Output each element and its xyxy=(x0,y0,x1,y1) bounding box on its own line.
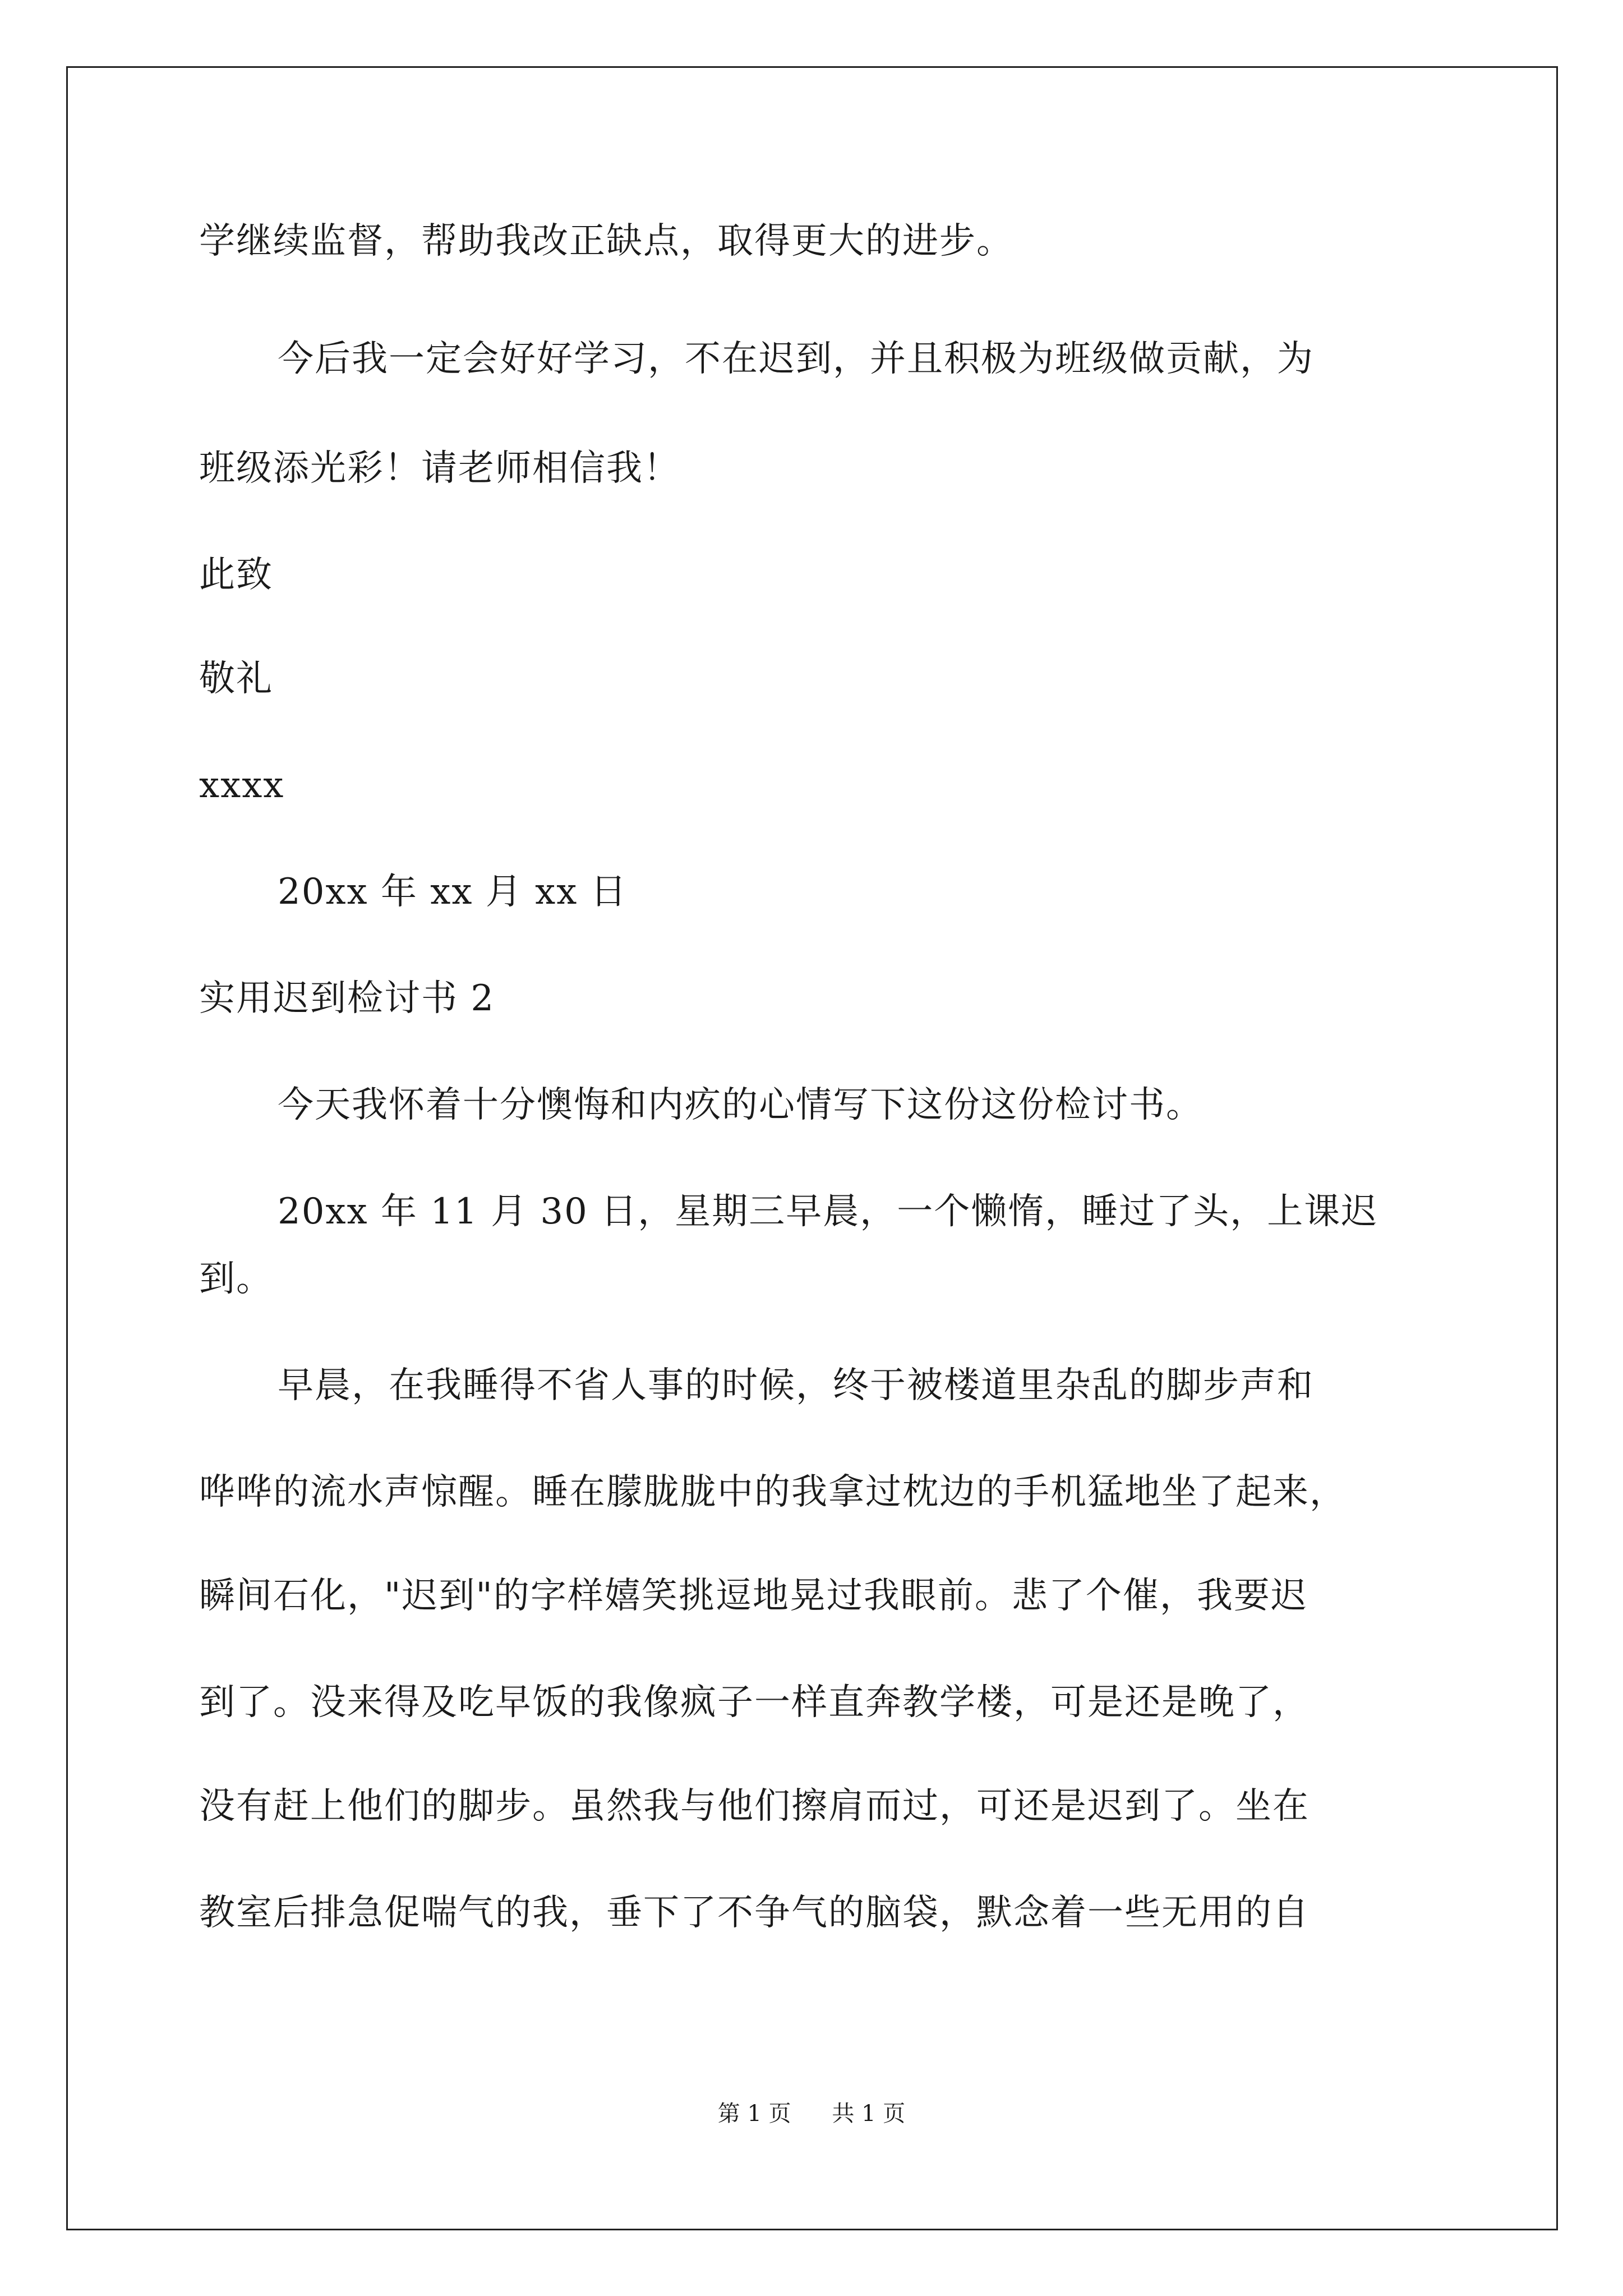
text-line: 没有赶上他们的脚步。虽然我与他们擦肩而过，可还是迟到了。坐在 xyxy=(199,1786,1310,1827)
page-total: 共 1 页 xyxy=(832,2101,906,2127)
text-line: 教室后排急促喘气的我，垂下了不争气的脑袋，默念着一些无用的自 xyxy=(199,1892,1310,1934)
page-number: 第 1 页 xyxy=(717,2101,791,2127)
closing-salutation: 此致 xyxy=(199,554,273,596)
text-line: 今后我一定会好好学习，不在迟到，并且积极为班级做贡献，为 xyxy=(278,338,1314,380)
text-line: 20xx 年 11 月 30 日，星期三早晨，一个懒惰，睡过了头，上课迟 xyxy=(278,1191,1378,1232)
text-line: 学继续监督，帮助我改正缺点，取得更大的进步。 xyxy=(199,220,1013,262)
text-line: 哗哗的流水声惊醒。睡在朦胧胧中的我拿过枕边的手机猛地坐了起来， xyxy=(199,1471,1347,1513)
closing-respect: 敬礼 xyxy=(199,658,273,700)
text-line: 到了。没来得及吃早饭的我像疯子一样直奔教学楼，可是还是晚了， xyxy=(199,1682,1310,1723)
signature: xxxx xyxy=(199,765,285,806)
section-heading: 实用迟到检讨书 2 xyxy=(199,978,495,1019)
text-line: 班级添光彩！请老师相信我！ xyxy=(199,448,680,489)
text-line: 瞬间石化，"迟到"的字样嬉笑挑逗地晃过我眼前。悲了个催，我要迟 xyxy=(199,1575,1308,1617)
text-line: 早晨，在我睡得不省人事的时候，终于被楼道里杂乱的脚步声和 xyxy=(278,1365,1314,1406)
page-footer xyxy=(0,2098,1623,2129)
text-line: 今天我怀着十分懊悔和内疚的心情写下这份这份检讨书。 xyxy=(278,1084,1203,1126)
text-line: 到。 xyxy=(199,1258,273,1300)
date-line: 20xx 年 xx 月 xx 日 xyxy=(278,871,628,913)
